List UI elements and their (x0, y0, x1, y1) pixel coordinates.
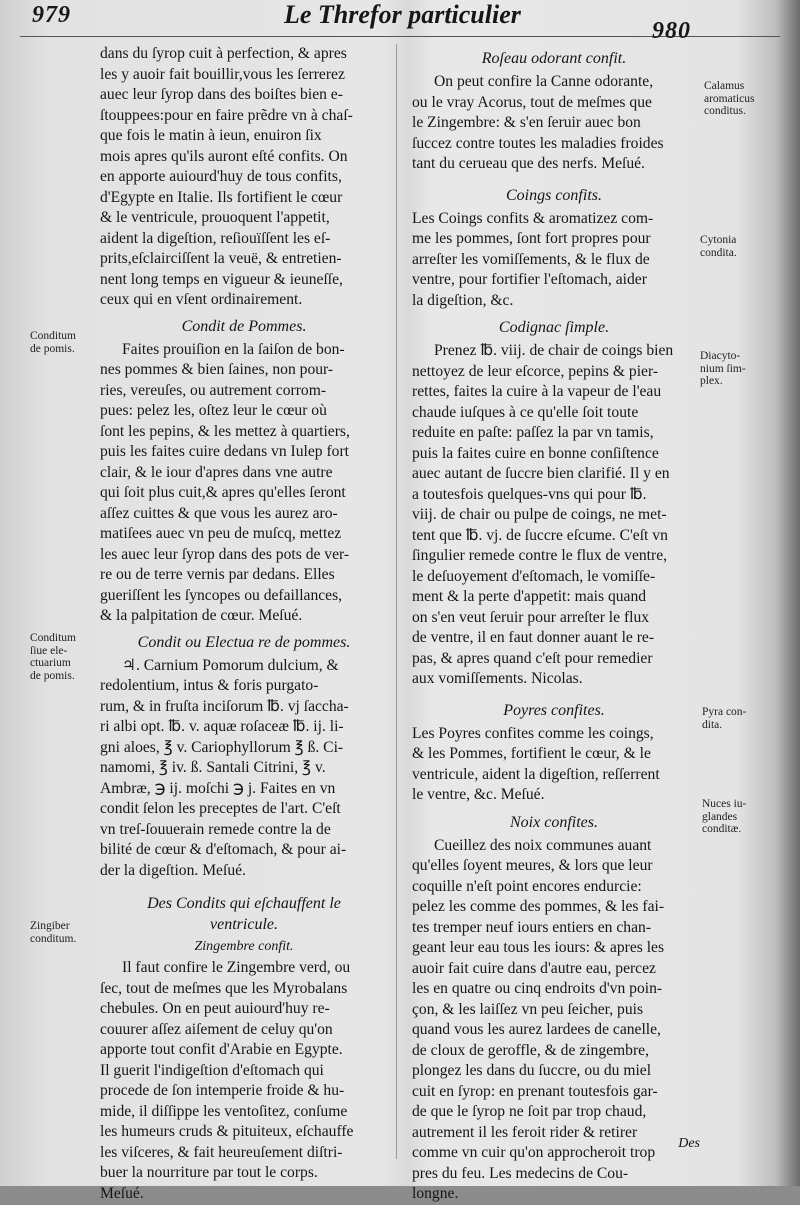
text-line: mide, il diſſippe les ventoſitez, conſume (100, 1102, 348, 1120)
margin-note-line: de pomis. (30, 342, 75, 355)
margin-note-line: nium ſim- (700, 362, 746, 375)
text-line: redolentium, intus & foris purgato- (100, 677, 319, 694)
text-line: rettes, faites la cuire à la vapeur de l'eau (412, 383, 662, 400)
text-line: der la digeſtion. Meſué. (100, 861, 246, 879)
section-title-continued: ventricule. (210, 916, 278, 933)
text-line: buer la nourriture par tout le corps. (100, 1164, 318, 1181)
text-line: dans du ſyrop cuit à perfection, & apres (100, 45, 347, 62)
section-body (412, 72, 696, 175)
text-line: pas, & apres quand c'eſt pour remedier (412, 649, 653, 667)
section-title: Roſeau odorant confit. (481, 50, 627, 67)
text-line: matiſees auec vn peu de muſcq, mettez (100, 525, 342, 542)
section-title: Coings confits. (505, 186, 602, 204)
section-body (100, 656, 388, 882)
margin-note-line: conditæ. (702, 823, 742, 835)
margin-note-zingiber (30, 920, 76, 945)
text-line: çon, & les laiſſez vn peu ſeicher, puis (412, 1000, 644, 1018)
section-title: Des Condits qui eſchauffent le (147, 895, 341, 912)
text-line: me les pommes, ſont fort propres pour (412, 230, 651, 247)
text-line: arreſter les vomiſſements, & le flux de (412, 250, 650, 268)
margin-note-diacytonium (700, 350, 746, 388)
text-line: longne. (412, 1185, 459, 1202)
text-line: comme vn cuir qu'on approcheroit trop (412, 1144, 656, 1161)
text-line: Ambræ, ℈ ij. moſchi ℈ j. Faites en vn (100, 779, 336, 797)
text-line: bilité de cœur & d'eſtomach, & pour ai- (100, 841, 347, 858)
text-line: aux vomiſſements. Nicolas. (412, 670, 583, 687)
running-title: Le Threfor particulier (284, 0, 521, 29)
section-body (412, 341, 696, 690)
text-line: condit ſelon les preceptes de l'art. C'eſt (100, 800, 341, 817)
text-line: chaude iuſques à ce qu'elle ſoit toute (412, 403, 639, 421)
text-line: rum, & in fruſta inciſorum ℔. vj ſaccha- (100, 697, 349, 715)
text-line: & le ventricule, prouoquent l'appetit, (100, 209, 330, 226)
text-line: procede de ſon intemperie froide & hu- (100, 1082, 345, 1099)
margin-note-line: Pyra con- (702, 706, 747, 718)
subsection-title: Zingembre confit. (194, 939, 294, 954)
margin-note-line: condita. (700, 246, 737, 259)
intro-paragraph (100, 44, 388, 311)
margin-note-calamus (704, 80, 754, 118)
text-line: nettoyez de leur eſcorce, pepins & pier- (412, 362, 659, 380)
left-page-number: 979 (32, 2, 71, 28)
text-line: Les Poyres confites comme les coings, (412, 724, 654, 742)
section-body (100, 958, 388, 1204)
text-line: reduite en paſte: paſſez la par vn tamis, (412, 424, 654, 441)
text-line: vn treſ-ſouuerain remede contre la de (100, 820, 331, 838)
section-body (412, 724, 696, 806)
text-line: tent que ℔. vj. de ſuccre eſcume. C'eſt vn (412, 526, 668, 544)
text-line: de cloux de geroffle, & de zingembre, (412, 1041, 649, 1059)
margin-note-line: aromaticus (704, 92, 755, 105)
margin-note-line: Conditum (30, 330, 77, 342)
text-line: auec autant de ſuccre bien clarifié. Il y en (412, 465, 670, 482)
text-line: le ventre, &c. Meſué. (412, 786, 545, 803)
text-line: Meſué. (100, 1184, 144, 1202)
text-line: ſtouppees:pour en faire prẽdre vn à chaſ- (100, 106, 353, 124)
text-line: auec leur ſyrop dans des boiſtes bien e- (100, 86, 343, 103)
text-line: couurer aſſez aiſement de celuy qu'on (100, 1020, 333, 1038)
text-line: ſingulier remede contre le flux de ventre, (412, 547, 668, 564)
text-line: Faites prouiſion en la ſaiſon de bon- (122, 340, 345, 358)
text-line: pres du feu. Les medecins de Cou- (412, 1164, 629, 1182)
section-title: Condit de Pommes. (181, 317, 307, 335)
text-line: gueriſſent les ſyncopes ou defaillances, (100, 586, 343, 604)
text-line: le deſuoyement d'eſtomach, le vomiſſe- (412, 567, 656, 585)
left-column (100, 44, 388, 1204)
section-title: Poyres confites. (503, 701, 605, 719)
margin-note-line: Calamus (704, 80, 745, 92)
margin-note-line: Conditum (30, 632, 77, 644)
margin-note-conditum-pomis (30, 330, 76, 355)
text-line: pelez les comme des pommes, & les fai- (412, 898, 665, 915)
section-body (100, 340, 388, 627)
column-divider (396, 44, 397, 1159)
margin-note-cytonia (700, 234, 737, 259)
text-line: le Zingembre: & s'en ſeruir auec bon (412, 114, 641, 131)
text-line: auoir fait cuire dans d'autre eau, percez (412, 959, 656, 977)
text-line: ment & la perte d'appetit: mais quand (412, 588, 647, 605)
text-line: ceux qui en vſent ordinairement. (100, 291, 303, 308)
margin-note-line: Diacyto- (700, 350, 741, 362)
text-line: les auec leur ſyrop dans des pots de ver- (100, 545, 350, 563)
text-line: Les Coings confits & aromatizez com- (412, 209, 654, 227)
text-line: ri albi opt. ℔. v. aquæ roſaceæ ℔. ij. li- (100, 718, 344, 735)
text-line: de ventre, il en faut donner auant le re- (412, 629, 655, 646)
text-line: ventre, pour fortifier l'eſtomach, aider (412, 271, 647, 288)
text-line: que fois le matin à ieun, enuiron ſix (100, 127, 322, 144)
section-body (412, 836, 696, 1205)
text-line: coquille n'eſt point encores endurcie: (412, 877, 642, 895)
text-line: de que le ſyrop ne ſoit par trop chaud, (412, 1103, 647, 1120)
text-line: prits,eſclairciſſent la veuë, & entretien- (100, 250, 342, 267)
text-line: viij. de chair ou pulpe de coings, ne met- (412, 506, 667, 523)
margin-note-line: Zingiber (30, 920, 70, 932)
right-page-number: 980 (652, 18, 691, 44)
margin-note-nuces (702, 798, 746, 836)
text-line: ries, vereuſes, ou autrement corrom- (100, 381, 327, 399)
margin-note-line: Cytonia (700, 234, 737, 246)
text-line: d'Egypte en Italie. Ils fortifient le cœur (100, 188, 343, 206)
text-line: aſſez cuittes & que vous les aurez aro- (100, 504, 338, 522)
margin-note-line: ctuarium (30, 657, 71, 669)
section-title: Noix confites. (510, 813, 598, 831)
text-line: en apporte auiourd'huy de tous confits, (100, 168, 342, 185)
margin-note-pyra (702, 706, 746, 731)
margin-note-line: Nuces iu- (702, 798, 747, 810)
text-line: puis les faites cuire dedans vn Iulep fort (100, 443, 349, 460)
text-line: namomi, ℥ iv. ß. Santali Citrini, ℥ v. (100, 759, 326, 776)
section-body (412, 209, 696, 312)
margin-note-electuarium (30, 632, 76, 682)
text-line: chebules. On en peut auiourd'huy re- (100, 1000, 330, 1017)
text-line: pues: pelez les, oſtez leur le cœur où (100, 402, 327, 419)
text-line: ſuccez contre toutes les maladies froides (412, 134, 664, 152)
text-line: la digeſtion, &c. (412, 291, 514, 309)
text-line: nes pommes & bien ſaines, non pour- (100, 361, 334, 378)
section-title: Condit ou Electua re de pommes. (137, 633, 351, 651)
margin-note-line: dita. (702, 718, 723, 731)
text-line: quand vous les aurez lardees de canelle, (412, 1021, 661, 1038)
text-line: nent long temps en vigueur & ieuneſſe, (100, 270, 343, 288)
text-line: les en quatre ou cinq endroits d'vn poin- (412, 980, 663, 997)
text-line: les viſceres, & fait heureuſement diſtri- (100, 1143, 343, 1161)
text-line: tant du cerueau que des nerfs. Meſué. (412, 155, 645, 172)
text-line: a toutesfois quelques-vns qui pour ℔. (412, 485, 647, 503)
text-line: tes tremper neuf iours entiers en chan- (412, 918, 652, 936)
margin-note-line: plex. (700, 375, 723, 387)
text-line: ou le vray Acorus, tout de meſmes que (412, 93, 652, 111)
text-line: ♃. Carnium Pomorum dulcium, & (122, 656, 339, 674)
margin-note-line: ſiue ele- (30, 644, 68, 657)
right-column (412, 48, 696, 1205)
text-line: autrement il les feroit rider & retirer (412, 1123, 638, 1141)
text-line: on s'en veut ſeruir pour arreſter le flux (412, 608, 650, 626)
text-line: plongez les dans du ſuccre, ou du miel (412, 1062, 652, 1079)
margin-note-line: conditum. (30, 932, 77, 945)
text-line: re ou de terre vernis par dedans. Elles (100, 566, 335, 583)
text-line: apporte tout confit d'Arabie en Egypte. (100, 1041, 343, 1058)
margin-note-line: glandes (702, 810, 738, 823)
text-line: geant leur eau tous les iours: & apres les (412, 939, 665, 956)
text-line: & les Pommes, fortifient le cœur, & le (412, 745, 651, 762)
text-line: Cueillez des noix communes auant (434, 836, 652, 854)
text-line: ſec, tout de meſmes que les Myrobalans (100, 979, 348, 997)
text-line: clair, & le iour d'apres dans vne autre (100, 463, 333, 481)
text-line: puis la faites cuire en bonne conſiſtence (412, 444, 659, 462)
margin-note-line: conditus. (704, 105, 746, 117)
text-line: qui ſoit plus cuit,& apres qu'elles ſeront (100, 484, 346, 501)
text-line: Il faut confire le Zingembre verd, ou (122, 959, 351, 976)
margin-note-line: de pomis. (30, 669, 75, 682)
text-line: les humeurs cruds & pituiteux, eſchauffe (100, 1123, 354, 1140)
section-title: Codignac ſimple. (498, 319, 610, 336)
text-line: qu'elles ſoyent meures, & lors que leur (412, 857, 653, 874)
catchword: Des (678, 1136, 700, 1151)
text-line: gni aloes, ℥ v. Cariophyllorum ℥ ß. Ci- (100, 738, 344, 756)
text-line: Prenez ℔. viij. de chair de coings bien (434, 342, 674, 359)
text-line: mois apres qu'ils auront eſté confits. On (100, 147, 348, 165)
text-line: cuit en ſyrop: en prenant toutesfois gar- (412, 1082, 658, 1100)
text-line: ventricule, aident la digeſtion, reſſerrent (412, 765, 660, 783)
text-line: & la palpitation de cœur. Meſué. (100, 607, 303, 624)
text-line: On peut confire la Canne odorante, (434, 73, 654, 90)
text-line: Il guerit l'indigeſtion d'eſtomach qui (100, 1061, 324, 1079)
text-line: ſont les pepins, & les mettez à quartiers, (100, 422, 350, 440)
text-line: aident la digeſtion, reſiouïſſent les eſ- (100, 229, 331, 247)
text-line: les y auoir fait bouillir,vous les ſerrerez (100, 65, 345, 83)
